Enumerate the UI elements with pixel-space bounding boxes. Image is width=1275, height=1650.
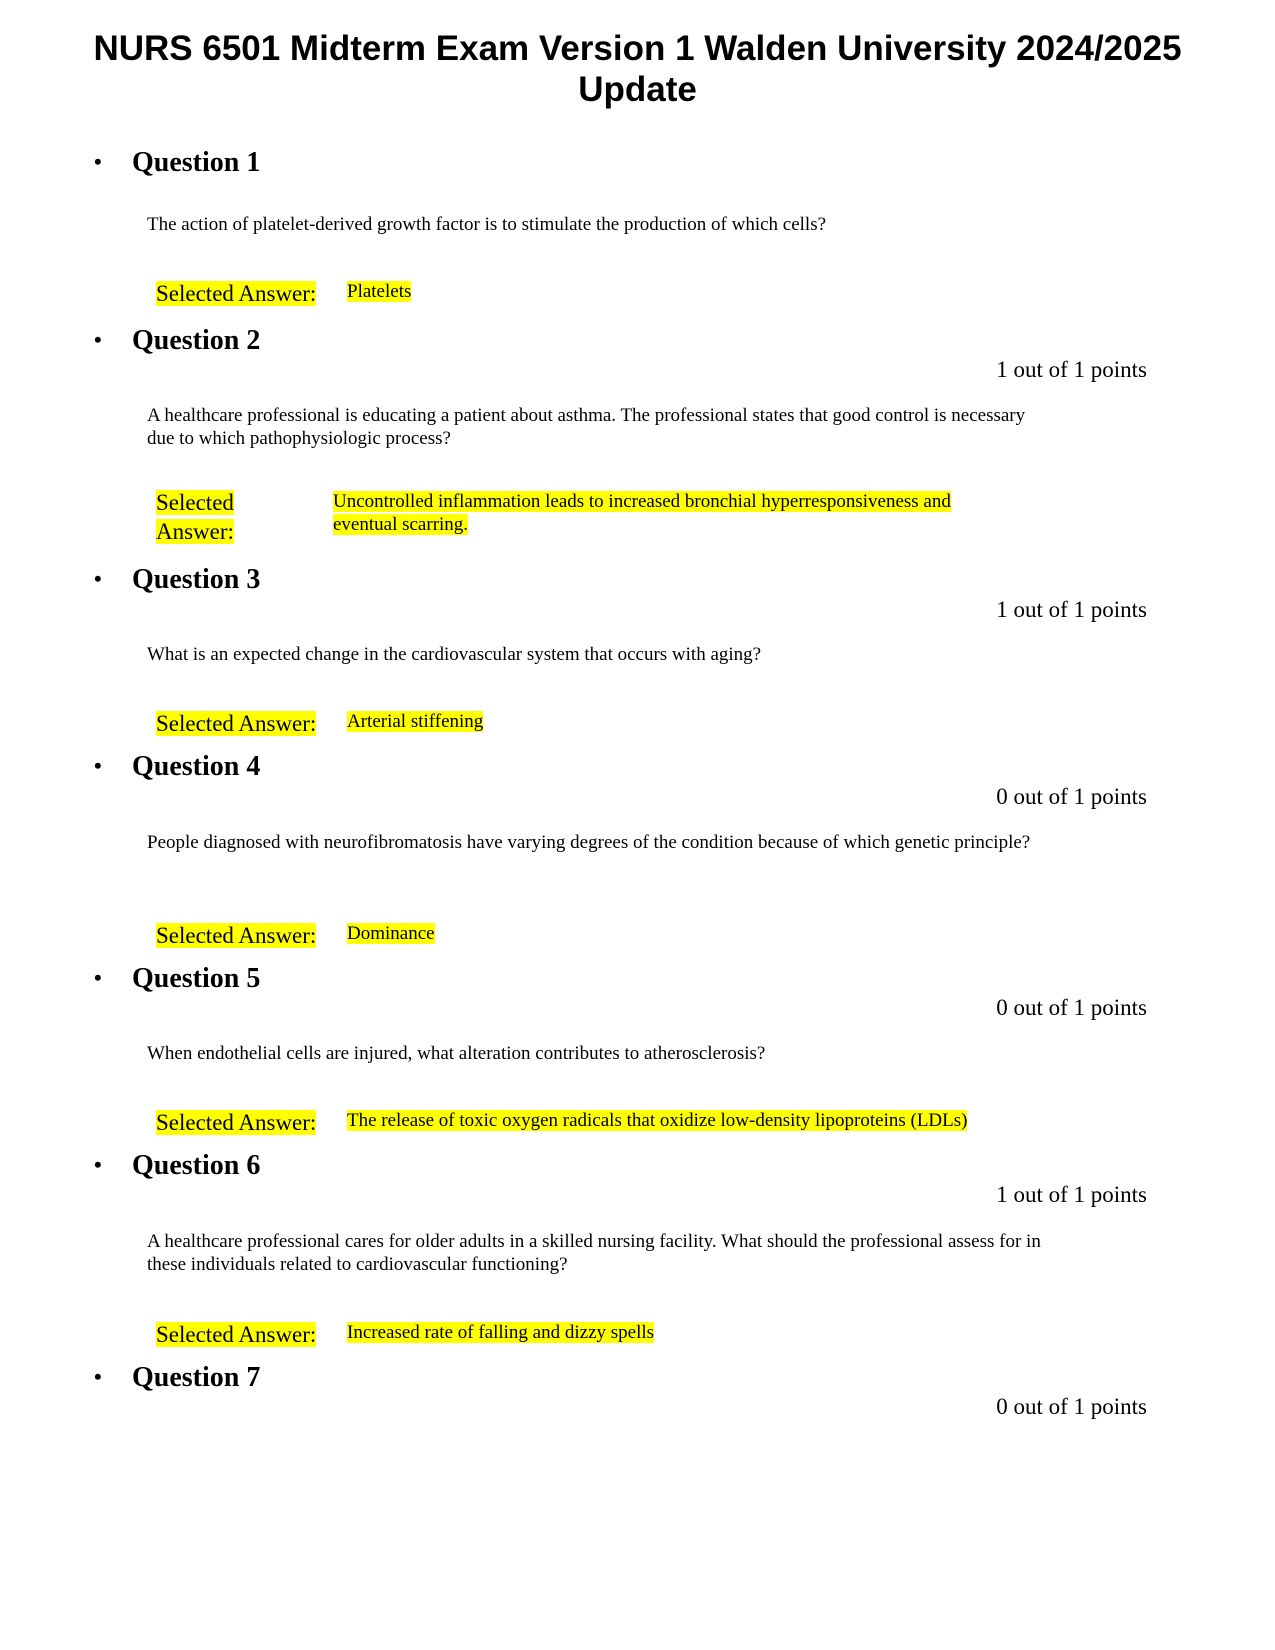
question-5-title: Question 5	[132, 963, 261, 994]
question-3-title: Question 3	[132, 564, 261, 595]
question-6-heading	[94, 1149, 260, 1182]
question-6-points: 1 out of 1 points	[996, 1182, 1147, 1207]
question-1-heading	[94, 146, 260, 179]
question-6-selected-answer: Increased rate of falling and dizzy spells	[347, 1322, 655, 1343]
question-6-title: Question 6	[132, 1150, 261, 1181]
question-7-heading	[94, 1361, 260, 1394]
question-3-selected-answer: Arterial stiffening	[347, 711, 484, 732]
question-3-selected-answer-label: Selected Answer:	[156, 711, 317, 736]
question-2-text: A healthcare professional is educating a patient about asthma. The professional states that good control is necessary due to which pathophysiologic process?	[147, 405, 1026, 449]
question-2-selected-answer: Uncontrolled inflammation leads to increased bronchial hyperresponsiveness and eventual scarring.	[333, 491, 951, 535]
bullet-icon: •	[94, 753, 102, 778]
bullet-icon: •	[94, 149, 102, 174]
question-5-points: 0 out of 1 points	[996, 995, 1147, 1020]
question-7-points: 0 out of 1 points	[996, 1394, 1147, 1419]
question-4-text: People diagnosed with neurofibromatosis have varying degrees of the condition because of which genetic principle?	[147, 832, 1031, 853]
bullet-icon: •	[94, 327, 102, 352]
document-title	[0, 28, 1275, 110]
question-3-text: What is an expected change in the cardiovascular system that occurs with aging?	[147, 644, 762, 665]
question-1-selected-answer-label: Selected Answer:	[156, 281, 317, 306]
question-4-title: Question 4	[132, 751, 261, 782]
bullet-icon: •	[94, 1152, 102, 1177]
question-2-heading	[94, 324, 260, 357]
bullet-icon: •	[94, 965, 102, 990]
question-6-text: A healthcare professional cares for older adults in a skilled nursing facility. What should the professional assess for in these individuals related to cardiovascular functioning?	[147, 1231, 1041, 1275]
question-5-selected-answer-label: Selected Answer:	[156, 1110, 317, 1135]
question-2-selected-answer-label: Selected Answer:	[156, 490, 234, 544]
question-4-heading	[94, 750, 260, 783]
question-2-points: 1 out of 1 points	[996, 357, 1147, 382]
question-3-heading	[94, 563, 260, 596]
question-3-points: 1 out of 1 points	[996, 597, 1147, 622]
question-1-title: Question 1	[132, 147, 261, 178]
document-title-line-1: NURS 6501 Midterm Exam Version 1 Walden University 2024/2025	[93, 29, 1182, 68]
bullet-icon: •	[94, 1364, 102, 1389]
question-6-selected-answer-label: Selected Answer:	[156, 1322, 317, 1347]
question-4-selected-answer-label: Selected Answer:	[156, 923, 317, 948]
question-1-text: The action of platelet-derived growth factor is to stimulate the production of which cells?	[147, 214, 827, 235]
question-5-selected-answer: The release of toxic oxygen radicals that oxidize low-density lipoproteins (LDLs)	[347, 1110, 968, 1131]
question-1-selected-answer: Platelets	[347, 281, 412, 302]
question-5-heading	[94, 962, 260, 995]
question-2-title: Question 2	[132, 325, 261, 356]
question-7-title: Question 7	[132, 1362, 261, 1393]
question-4-points: 0 out of 1 points	[996, 784, 1147, 809]
bullet-icon: •	[94, 566, 102, 591]
question-4-selected-answer: Dominance	[347, 923, 435, 944]
question-5-text: When endothelial cells are injured, what alteration contributes to atherosclerosis?	[147, 1043, 766, 1064]
document-title-line-2: Update	[578, 70, 697, 109]
